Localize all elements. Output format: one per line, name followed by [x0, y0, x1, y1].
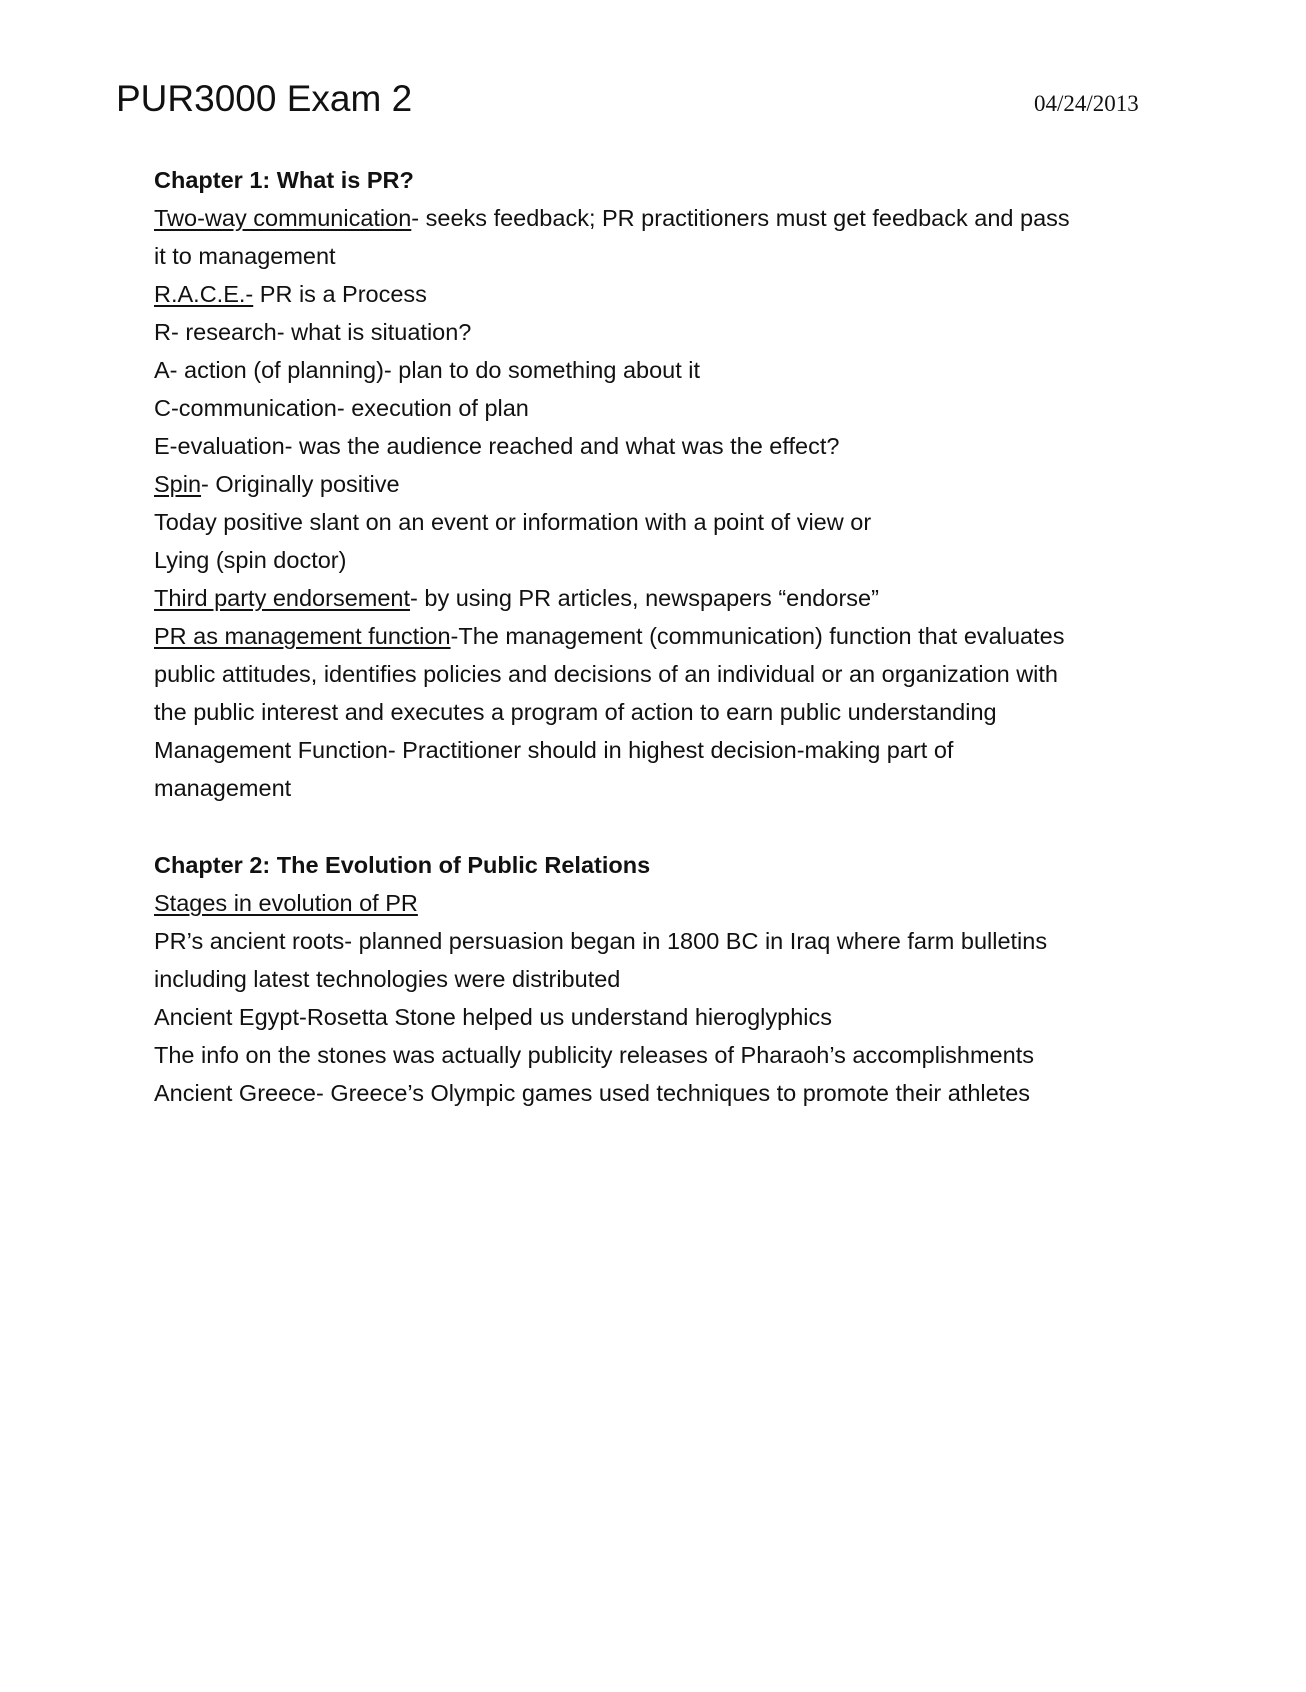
management-function-line-3: the public interest and executes a program of action to earn public understanding	[154, 699, 997, 725]
race-line	[154, 275, 1154, 313]
race-term: R.A.C.E.-	[154, 281, 254, 307]
section-spacer	[154, 807, 1154, 846]
management-function-term: PR as management function	[154, 623, 451, 649]
race-communication-line: C-communication- execution of plan	[154, 395, 529, 421]
document-date: 04/24/2013	[1034, 91, 1139, 116]
spin-line	[154, 465, 1154, 503]
two-way-communication-line	[154, 199, 1154, 237]
management-function-text: -The management (communication) function that evaluates	[450, 623, 1065, 649]
stages-term: Stages in evolution of PR	[154, 890, 418, 916]
stages-line	[154, 884, 1154, 922]
chapter-2-heading: Chapter 2: The Evolution of Public Relations	[154, 852, 651, 878]
race-research-line: R- research- what is situation?	[154, 319, 472, 345]
management-function-line-2: public attitudes, identifies policies and decisions of an individual or an organization with	[154, 661, 1058, 687]
two-way-communication-term: Two-way communication	[154, 205, 412, 231]
document-body	[154, 161, 1154, 1112]
two-way-communication-continuation: it to management	[154, 243, 336, 269]
document-title: PUR3000 Exam 2	[116, 78, 413, 119]
ancient-greece-line: Ancient Greece- Greece’s Olympic games used techniques to promote their athletes	[154, 1080, 1031, 1106]
ancient-roots-line: PR’s ancient roots- planned persuasion began in 1800 BC in Iraq where farm bulletins	[154, 928, 1048, 954]
ancient-roots-line-2: including latest technologies were distributed	[154, 966, 621, 992]
spin-term: Spin	[154, 471, 202, 497]
third-party-line	[154, 579, 1154, 617]
management-function-line-4: Management Function- Practitioner should in highest decision-making part of	[154, 737, 954, 763]
ancient-egypt-line: Ancient Egypt-Rosetta Stone helped us understand hieroglyphics	[154, 1004, 833, 1030]
third-party-term: Third party endorsement	[154, 585, 411, 611]
ancient-egypt-line-2: The info on the stones was actually publicity releases of Pharaoh’s accomplishments	[154, 1042, 1034, 1068]
management-function-line	[154, 617, 1154, 655]
race-evaluation-line: E-evaluation- was the audience reached and what was the effect?	[154, 433, 840, 459]
management-function-line-5: management	[154, 775, 292, 801]
race-text: PR is a Process	[253, 281, 427, 307]
third-party-text: - by using PR articles, newspapers “endorse”	[410, 585, 879, 611]
spin-today-line: Today positive slant on an event or information with a point of view or	[154, 509, 872, 535]
spin-text: - Originally positive	[201, 471, 400, 497]
spin-lying-line: Lying (spin doctor)	[154, 547, 347, 573]
two-way-communication-text: - seeks feedback; PR practitioners must get feedback and pass	[411, 205, 1070, 231]
race-action-line: A- action (of planning)- plan to do something about it	[154, 357, 701, 383]
chapter-1-heading: Chapter 1: What is PR?	[154, 167, 414, 193]
